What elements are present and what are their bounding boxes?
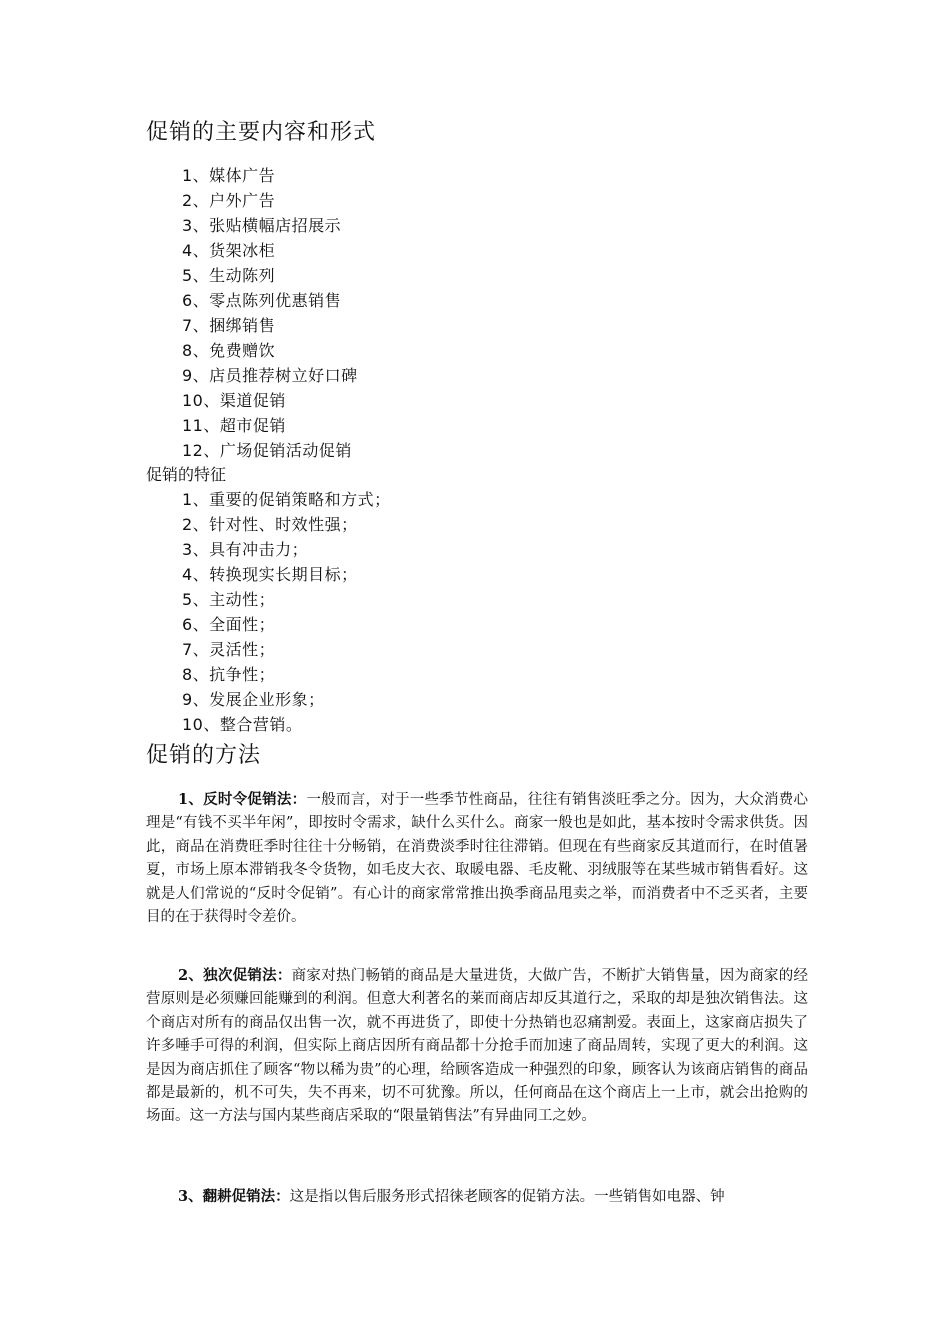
method-paragraph-2 — [146, 964, 808, 1129]
list-item: 8、抗争性； — [182, 665, 276, 684]
list-item: 10、整合营销。 — [182, 715, 303, 734]
list-item: 6、全面性； — [182, 615, 276, 634]
section-title-features: 促销的特征 — [146, 465, 227, 484]
section-title-methods: 促销的方法 — [146, 743, 262, 768]
list-item: 9、发展企业形象； — [182, 690, 325, 709]
list-item: 1、重要的促销策略和方式； — [182, 490, 391, 509]
list-item: 9、店员推荐树立好口碑 — [182, 366, 358, 385]
list-item: 7、灵活性； — [182, 640, 276, 659]
promotion-forms-list — [182, 163, 358, 463]
method-heading: 2、独次促销法： — [178, 967, 292, 984]
method-paragraph-3 — [146, 1185, 808, 1209]
list-item: 2、户外广告 — [182, 191, 276, 210]
method-text: 商家对热门畅销的商品是大量进货，大做广告，不断扩大销售量，因为商家的经营原则是必须赚回能赚到的利润。但意大利著名的莱而商店却反其道行之，采取的却是独次销售法。这个商店对所有的商品仅出售一次，就不再进货了，即使十分热销也忍痛割爱。表面上，这家商店损失了许多唾手可得的利润，但实际上商店因所有商品都十分抢手而加速了商品周转，实现了更大的利润。这是因为商店抓住了顾客“物以稀为贵”的心理，给顾客造成一种强烈的印象，顾客认为该商店销售的商品都是最新的，机不可失，失不再来，切不可犹豫。所以，任何商品在这个商店上一上市，就会出抢购的场面。这一方法与国内某些商店采取的“限量销售法”有异曲同工之妙。 — [146, 968, 808, 1125]
list-item: 12、广场促销活动促销 — [182, 441, 352, 460]
method-paragraph-1 — [146, 788, 808, 929]
list-item: 5、主动性； — [182, 590, 276, 609]
list-item: 1、媒体广告 — [182, 166, 276, 185]
list-item: 10、渠道促销 — [182, 391, 286, 410]
promotion-features-list — [182, 487, 391, 737]
list-item: 2、针对性、时效性强； — [182, 515, 358, 534]
list-item: 11、超市促销 — [182, 416, 286, 435]
method-heading: 3、翻耕促销法： — [178, 1188, 290, 1205]
method-text: 这是指以售后服务形式招徕老顾客的促销方法。一些销售如电器、钟 — [289, 1189, 725, 1205]
method-text: 一般而言，对于一些季节性商品，往往有销售淡旺季之分。因为，大众消费心理是“有钱不买半年闲”，即按时令需求，缺什么买什么。商家一般也是如此，基本按时令需求供货。因此，商品在消费旺季时往往十分畅销，在消费淡季时往往滞销。但现在有些商家反其道而行，在时值暑夏，市场上原本滞销我冬令货物，如毛皮大衣、取暖电器、毛皮靴、羽绒服等在某些城市销售看好。这就是人们常说的“反时令促销”。有心计的商家常常推出换季商品甩卖之举，而消费者中不乏买者，主要目的在于获得时令差价。 — [146, 792, 809, 926]
list-item: 3、具有冲击力； — [182, 540, 309, 559]
list-item: 3、张贴横幅店招展示 — [182, 216, 342, 235]
list-item: 7、捆绑销售 — [182, 316, 276, 335]
list-item: 5、生动陈列 — [182, 266, 276, 285]
list-item: 8、免费赠饮 — [182, 341, 276, 360]
method-heading: 1、反时令促销法： — [178, 791, 307, 808]
list-item: 4、货架冰柜 — [182, 241, 276, 260]
section-title-main-content: 促销的主要内容和形式 — [146, 120, 377, 145]
list-item: 4、转换现实长期目标； — [182, 565, 358, 584]
list-item: 6、零点陈列优惠销售 — [182, 291, 342, 310]
